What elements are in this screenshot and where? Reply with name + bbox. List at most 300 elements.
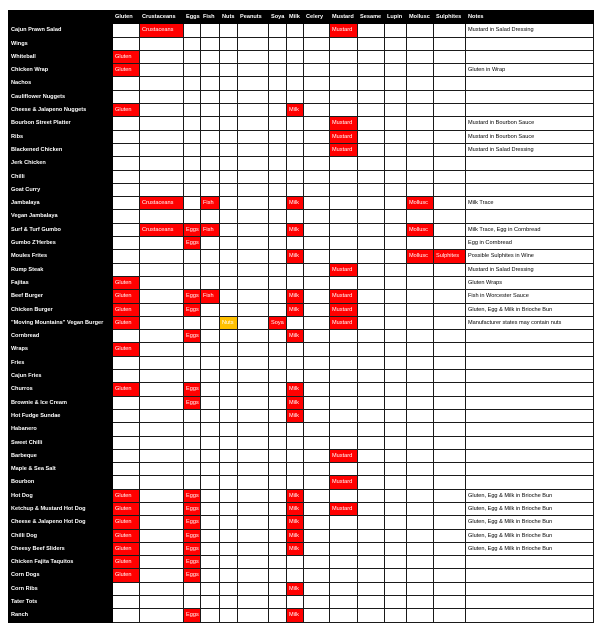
allergen-flag: Eggs — [184, 529, 201, 542]
empty-cell — [358, 157, 385, 170]
header-dish — [9, 11, 113, 24]
dish-name: Cauliflower Nuggets — [9, 90, 113, 103]
empty-cell — [269, 436, 287, 449]
empty-cell — [201, 130, 220, 143]
empty-cell — [220, 556, 238, 569]
empty-cell — [287, 183, 304, 196]
allergen-flag: Mustard — [330, 24, 358, 37]
empty-cell — [220, 356, 238, 369]
empty-cell — [385, 502, 407, 515]
empty-cell — [330, 37, 358, 50]
empty-cell — [287, 356, 304, 369]
header-mollusc: Mollusc — [407, 11, 434, 24]
empty-cell — [238, 489, 269, 502]
empty-cell — [330, 64, 358, 77]
empty-cell — [269, 263, 287, 276]
empty-cell — [330, 343, 358, 356]
empty-cell — [140, 609, 184, 622]
empty-cell — [385, 263, 407, 276]
empty-cell — [269, 50, 287, 63]
allergen-flag: Eggs — [184, 556, 201, 569]
allergen-flag: Fish — [201, 290, 220, 303]
table-row — [9, 157, 594, 170]
empty-cell — [287, 170, 304, 183]
dish-name: Chicken Fajita Taquitos — [9, 556, 113, 569]
empty-cell — [238, 449, 269, 462]
empty-cell — [434, 77, 466, 90]
empty-cell — [269, 37, 287, 50]
empty-cell — [434, 290, 466, 303]
empty-cell — [304, 370, 330, 383]
empty-cell — [269, 383, 287, 396]
empty-cell — [385, 423, 407, 436]
allergen-flag: Gluten — [113, 516, 140, 529]
empty-cell — [140, 463, 184, 476]
empty-cell — [434, 396, 466, 409]
empty-cell — [407, 569, 434, 582]
empty-cell — [287, 117, 304, 130]
empty-cell — [330, 463, 358, 476]
empty-cell — [140, 263, 184, 276]
empty-cell — [304, 502, 330, 515]
empty-cell — [113, 37, 140, 50]
header-notes: Notes — [466, 11, 594, 24]
empty-cell — [287, 276, 304, 289]
empty-cell — [238, 502, 269, 515]
dish-name: Goat Curry — [9, 183, 113, 196]
empty-cell — [220, 157, 238, 170]
empty-cell — [287, 343, 304, 356]
header-eggs: Eggs — [184, 11, 201, 24]
table-row — [9, 463, 594, 476]
empty-cell — [385, 223, 407, 236]
dish-name: Hot Dog — [9, 489, 113, 502]
empty-cell — [269, 250, 287, 263]
notes-cell: Gluten, Egg & Milk in Brioche Bun — [466, 502, 594, 515]
empty-cell — [385, 117, 407, 130]
empty-cell — [358, 463, 385, 476]
empty-cell — [385, 489, 407, 502]
empty-cell — [407, 529, 434, 542]
empty-cell — [304, 77, 330, 90]
empty-cell — [238, 210, 269, 223]
empty-cell — [184, 117, 201, 130]
empty-cell — [113, 157, 140, 170]
empty-cell — [304, 24, 330, 37]
notes-cell: Gluten, Egg & Milk in Brioche Bun — [466, 529, 594, 542]
empty-cell — [238, 370, 269, 383]
empty-cell — [113, 237, 140, 250]
table-row — [9, 569, 594, 582]
empty-cell — [113, 223, 140, 236]
allergen-flag: Mustard — [330, 476, 358, 489]
empty-cell — [385, 409, 407, 422]
empty-cell — [113, 117, 140, 130]
empty-cell — [407, 409, 434, 422]
empty-cell — [269, 542, 287, 555]
empty-cell — [220, 370, 238, 383]
notes-cell — [466, 449, 594, 462]
empty-cell — [220, 343, 238, 356]
empty-cell — [385, 237, 407, 250]
allergen-flag: Milk — [287, 197, 304, 210]
empty-cell — [358, 436, 385, 449]
table-row — [9, 77, 594, 90]
allergen-flag: Eggs — [184, 489, 201, 502]
dish-name: Cheese & Jalapeno Nuggets — [9, 104, 113, 117]
empty-cell — [358, 370, 385, 383]
allergen-flag: Fish — [201, 197, 220, 210]
empty-cell — [184, 24, 201, 37]
empty-cell — [269, 609, 287, 622]
empty-cell — [434, 489, 466, 502]
allergen-matrix — [8, 10, 593, 623]
allergen-flag: Gluten — [113, 569, 140, 582]
empty-cell — [287, 423, 304, 436]
empty-cell — [434, 609, 466, 622]
empty-cell — [385, 90, 407, 103]
empty-cell — [269, 356, 287, 369]
empty-cell — [287, 556, 304, 569]
empty-cell — [385, 130, 407, 143]
empty-cell — [330, 276, 358, 289]
empty-cell — [269, 64, 287, 77]
empty-cell — [330, 250, 358, 263]
empty-cell — [330, 396, 358, 409]
empty-cell — [269, 582, 287, 595]
empty-cell — [238, 423, 269, 436]
empty-cell — [220, 24, 238, 37]
notes-cell: Gluten in Wrap — [466, 64, 594, 77]
empty-cell — [407, 183, 434, 196]
empty-cell — [304, 263, 330, 276]
empty-cell — [113, 423, 140, 436]
empty-cell — [140, 276, 184, 289]
empty-cell — [304, 223, 330, 236]
header-soya: Soya — [269, 11, 287, 24]
empty-cell — [140, 502, 184, 515]
allergen-flag: Mustard — [330, 316, 358, 329]
empty-cell — [140, 237, 184, 250]
empty-cell — [358, 50, 385, 63]
empty-cell — [287, 569, 304, 582]
empty-cell — [434, 316, 466, 329]
empty-cell — [407, 170, 434, 183]
empty-cell — [330, 383, 358, 396]
empty-cell — [140, 582, 184, 595]
empty-cell — [407, 463, 434, 476]
empty-cell — [220, 197, 238, 210]
empty-cell — [434, 383, 466, 396]
empty-cell — [358, 449, 385, 462]
empty-cell — [407, 343, 434, 356]
table-row — [9, 409, 594, 422]
empty-cell — [358, 303, 385, 316]
empty-cell — [140, 290, 184, 303]
empty-cell — [201, 502, 220, 515]
table-row — [9, 449, 594, 462]
allergen-flag: Mustard — [330, 502, 358, 515]
empty-cell — [434, 409, 466, 422]
empty-cell — [201, 64, 220, 77]
empty-cell — [434, 50, 466, 63]
notes-cell — [466, 569, 594, 582]
notes-cell — [466, 50, 594, 63]
allergen-flag: Crustaceans — [140, 24, 184, 37]
empty-cell — [269, 223, 287, 236]
empty-cell — [304, 197, 330, 210]
empty-cell — [238, 383, 269, 396]
empty-cell — [238, 476, 269, 489]
empty-cell — [269, 476, 287, 489]
notes-cell — [466, 104, 594, 117]
empty-cell — [330, 210, 358, 223]
empty-cell — [238, 64, 269, 77]
allergen-flag: Milk — [287, 529, 304, 542]
empty-cell — [358, 24, 385, 37]
empty-cell — [385, 356, 407, 369]
empty-cell — [238, 463, 269, 476]
header-celery: Celery — [304, 11, 330, 24]
table-row — [9, 143, 594, 156]
empty-cell — [385, 436, 407, 449]
empty-cell — [287, 64, 304, 77]
empty-cell — [407, 37, 434, 50]
empty-cell — [201, 476, 220, 489]
allergen-flag: Crustaceans — [140, 197, 184, 210]
empty-cell — [201, 396, 220, 409]
empty-cell — [385, 183, 407, 196]
empty-cell — [304, 609, 330, 622]
empty-cell — [220, 449, 238, 462]
table-row — [9, 370, 594, 383]
allergen-flag: Gluten — [113, 50, 140, 63]
empty-cell — [201, 90, 220, 103]
empty-cell — [434, 143, 466, 156]
empty-cell — [385, 197, 407, 210]
allergen-flag: Gluten — [113, 104, 140, 117]
empty-cell — [238, 263, 269, 276]
notes-cell — [466, 383, 594, 396]
empty-cell — [184, 130, 201, 143]
empty-cell — [201, 237, 220, 250]
allergen-table — [8, 10, 594, 623]
empty-cell — [220, 303, 238, 316]
empty-cell — [407, 237, 434, 250]
empty-cell — [269, 197, 287, 210]
empty-cell — [385, 582, 407, 595]
empty-cell — [330, 223, 358, 236]
empty-cell — [304, 276, 330, 289]
empty-cell — [269, 143, 287, 156]
empty-cell — [304, 463, 330, 476]
empty-cell — [385, 476, 407, 489]
table-row — [9, 516, 594, 529]
dish-name: Jerk Chicken — [9, 157, 113, 170]
table-row — [9, 64, 594, 77]
empty-cell — [201, 143, 220, 156]
empty-cell — [434, 343, 466, 356]
header-fish: Fish — [201, 11, 220, 24]
empty-cell — [434, 104, 466, 117]
empty-cell — [238, 250, 269, 263]
allergen-flag: Mollusc — [407, 250, 434, 263]
empty-cell — [434, 24, 466, 37]
empty-cell — [287, 24, 304, 37]
empty-cell — [269, 104, 287, 117]
empty-cell — [434, 303, 466, 316]
empty-cell — [238, 24, 269, 37]
empty-cell — [113, 449, 140, 462]
empty-cell — [220, 117, 238, 130]
empty-cell — [434, 197, 466, 210]
allergen-flag: Eggs — [184, 223, 201, 236]
empty-cell — [407, 157, 434, 170]
empty-cell — [358, 263, 385, 276]
empty-cell — [304, 343, 330, 356]
empty-cell — [184, 183, 201, 196]
empty-cell — [304, 157, 330, 170]
empty-cell — [201, 423, 220, 436]
empty-cell — [269, 303, 287, 316]
empty-cell — [184, 463, 201, 476]
empty-cell — [434, 223, 466, 236]
empty-cell — [330, 542, 358, 555]
allergen-flag: Mustard — [330, 449, 358, 462]
empty-cell — [184, 343, 201, 356]
empty-cell — [201, 183, 220, 196]
empty-cell — [113, 436, 140, 449]
empty-cell — [238, 157, 269, 170]
empty-cell — [201, 436, 220, 449]
empty-cell — [434, 210, 466, 223]
empty-cell — [184, 476, 201, 489]
empty-cell — [287, 436, 304, 449]
empty-cell — [304, 64, 330, 77]
empty-cell — [184, 250, 201, 263]
dish-name: Cornbread — [9, 330, 113, 343]
header-sulphites: Sulphites — [434, 11, 466, 24]
empty-cell — [113, 609, 140, 622]
empty-cell — [269, 90, 287, 103]
empty-cell — [201, 303, 220, 316]
empty-cell — [358, 396, 385, 409]
table-row — [9, 250, 594, 263]
empty-cell — [434, 502, 466, 515]
allergen-flag: Milk — [287, 489, 304, 502]
empty-cell — [434, 582, 466, 595]
table-row — [9, 489, 594, 502]
empty-cell — [238, 343, 269, 356]
allergen-flag: Milk — [287, 542, 304, 555]
allergen-flag: Gluten — [113, 64, 140, 77]
allergen-flag: Gluten — [113, 343, 140, 356]
empty-cell — [220, 77, 238, 90]
empty-cell — [287, 157, 304, 170]
table-row — [9, 24, 594, 37]
empty-cell — [358, 609, 385, 622]
empty-cell — [407, 290, 434, 303]
empty-cell — [304, 316, 330, 329]
table-row — [9, 396, 594, 409]
empty-cell — [113, 170, 140, 183]
empty-cell — [220, 104, 238, 117]
empty-cell — [201, 529, 220, 542]
dish-name: Jambalaya — [9, 197, 113, 210]
empty-cell — [304, 290, 330, 303]
empty-cell — [330, 423, 358, 436]
empty-cell — [238, 330, 269, 343]
empty-cell — [201, 263, 220, 276]
empty-cell — [358, 250, 385, 263]
empty-cell — [220, 170, 238, 183]
empty-cell — [304, 529, 330, 542]
empty-cell — [358, 223, 385, 236]
empty-cell — [238, 143, 269, 156]
header-lupin: Lupin — [385, 11, 407, 24]
empty-cell — [385, 250, 407, 263]
empty-cell — [407, 130, 434, 143]
empty-cell — [140, 449, 184, 462]
empty-cell — [407, 502, 434, 515]
allergen-flag: Gluten — [113, 542, 140, 555]
dish-name: Chilli Dog — [9, 529, 113, 542]
empty-cell — [385, 37, 407, 50]
empty-cell — [140, 396, 184, 409]
notes-cell: Milk Trace — [466, 197, 594, 210]
empty-cell — [287, 449, 304, 462]
empty-cell — [140, 569, 184, 582]
empty-cell — [407, 489, 434, 502]
empty-cell — [304, 582, 330, 595]
empty-cell — [358, 104, 385, 117]
empty-cell — [238, 290, 269, 303]
empty-cell — [385, 609, 407, 622]
empty-cell — [238, 316, 269, 329]
empty-cell — [407, 77, 434, 90]
empty-cell — [358, 237, 385, 250]
empty-cell — [269, 130, 287, 143]
empty-cell — [304, 210, 330, 223]
empty-cell — [113, 24, 140, 37]
empty-cell — [140, 37, 184, 50]
dish-name: Cheese & Jalapeno Hot Dog — [9, 516, 113, 529]
empty-cell — [434, 542, 466, 555]
empty-cell — [220, 37, 238, 50]
empty-cell — [140, 542, 184, 555]
notes-cell — [466, 356, 594, 369]
empty-cell — [140, 303, 184, 316]
empty-cell — [113, 77, 140, 90]
table-row — [9, 50, 594, 63]
empty-cell — [304, 356, 330, 369]
empty-cell — [269, 516, 287, 529]
notes-cell — [466, 90, 594, 103]
empty-cell — [304, 569, 330, 582]
table-row — [9, 276, 594, 289]
empty-cell — [358, 290, 385, 303]
dish-name: "Moving Mountains" Vegan Burger — [9, 316, 113, 329]
empty-cell — [269, 423, 287, 436]
empty-cell — [269, 343, 287, 356]
empty-cell — [113, 197, 140, 210]
empty-cell — [220, 183, 238, 196]
empty-cell — [304, 50, 330, 63]
empty-cell — [385, 64, 407, 77]
empty-cell — [385, 276, 407, 289]
notes-cell — [466, 409, 594, 422]
empty-cell — [385, 290, 407, 303]
